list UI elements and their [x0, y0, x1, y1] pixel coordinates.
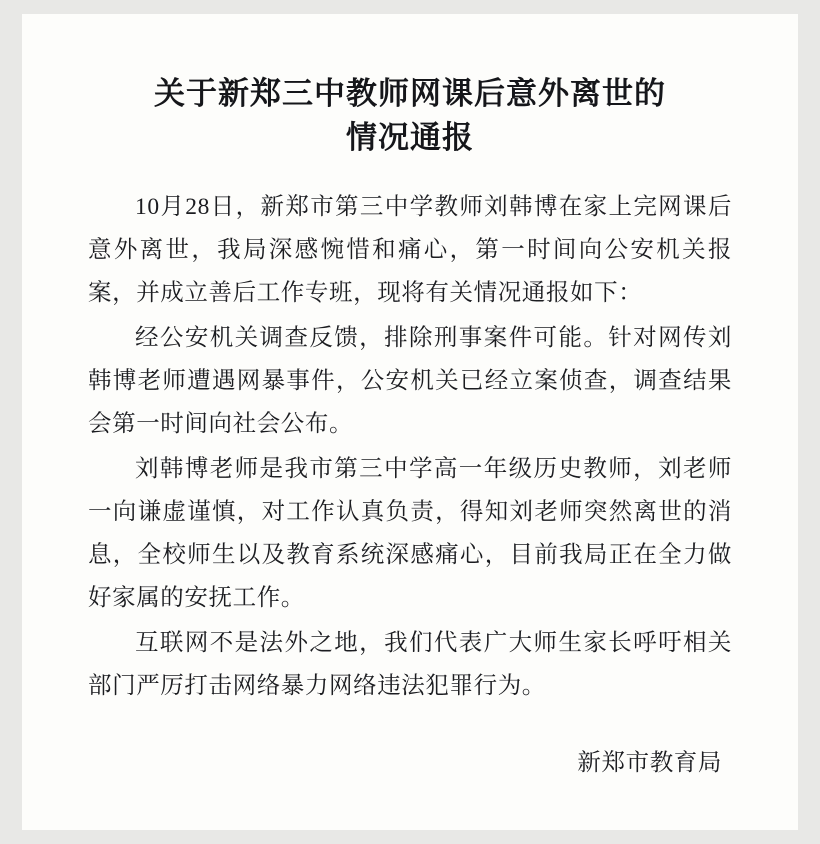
document-page	[22, 14, 798, 830]
page-title-line-2: 情况通报	[346, 120, 474, 156]
page-title-line-1: 关于新郑三中教师网课后意外离世的	[154, 76, 666, 111]
document-signature: 新郑市教育局	[577, 750, 722, 777]
document-body	[88, 186, 732, 708]
paragraph-3: 刘韩博老师是我市第三中学高一年级历史教师，刘老师一向谦虚谨慎，对工作认真负责，得知刘老师突然离世的消息，全校师生以及教育系统深感痛心，目前我局正在全力做好家属的安抚工作。	[88, 456, 732, 612]
paragraph-4: 互联网不是法外之地，我们代表广大师生家长呼吁相关部门严厉打击网络暴力网络违法犯罪行为。	[88, 630, 732, 700]
page-title	[88, 72, 732, 160]
paragraph-2: 经公安机关调查反馈，排除刑事案件可能。针对网传刘韩博老师遭遇网暴事件，公安机关已经立案侦查，调查结果会第一时间向社会公布。	[88, 325, 732, 438]
paragraph-1: 10月28日，新郑市第三中学教师刘韩博在家上完网课后意外离世，我局深感惋惜和痛心，第一时间向公安机关报案，并成立善后工作专班，现将有关情况通报如下：	[88, 194, 732, 307]
